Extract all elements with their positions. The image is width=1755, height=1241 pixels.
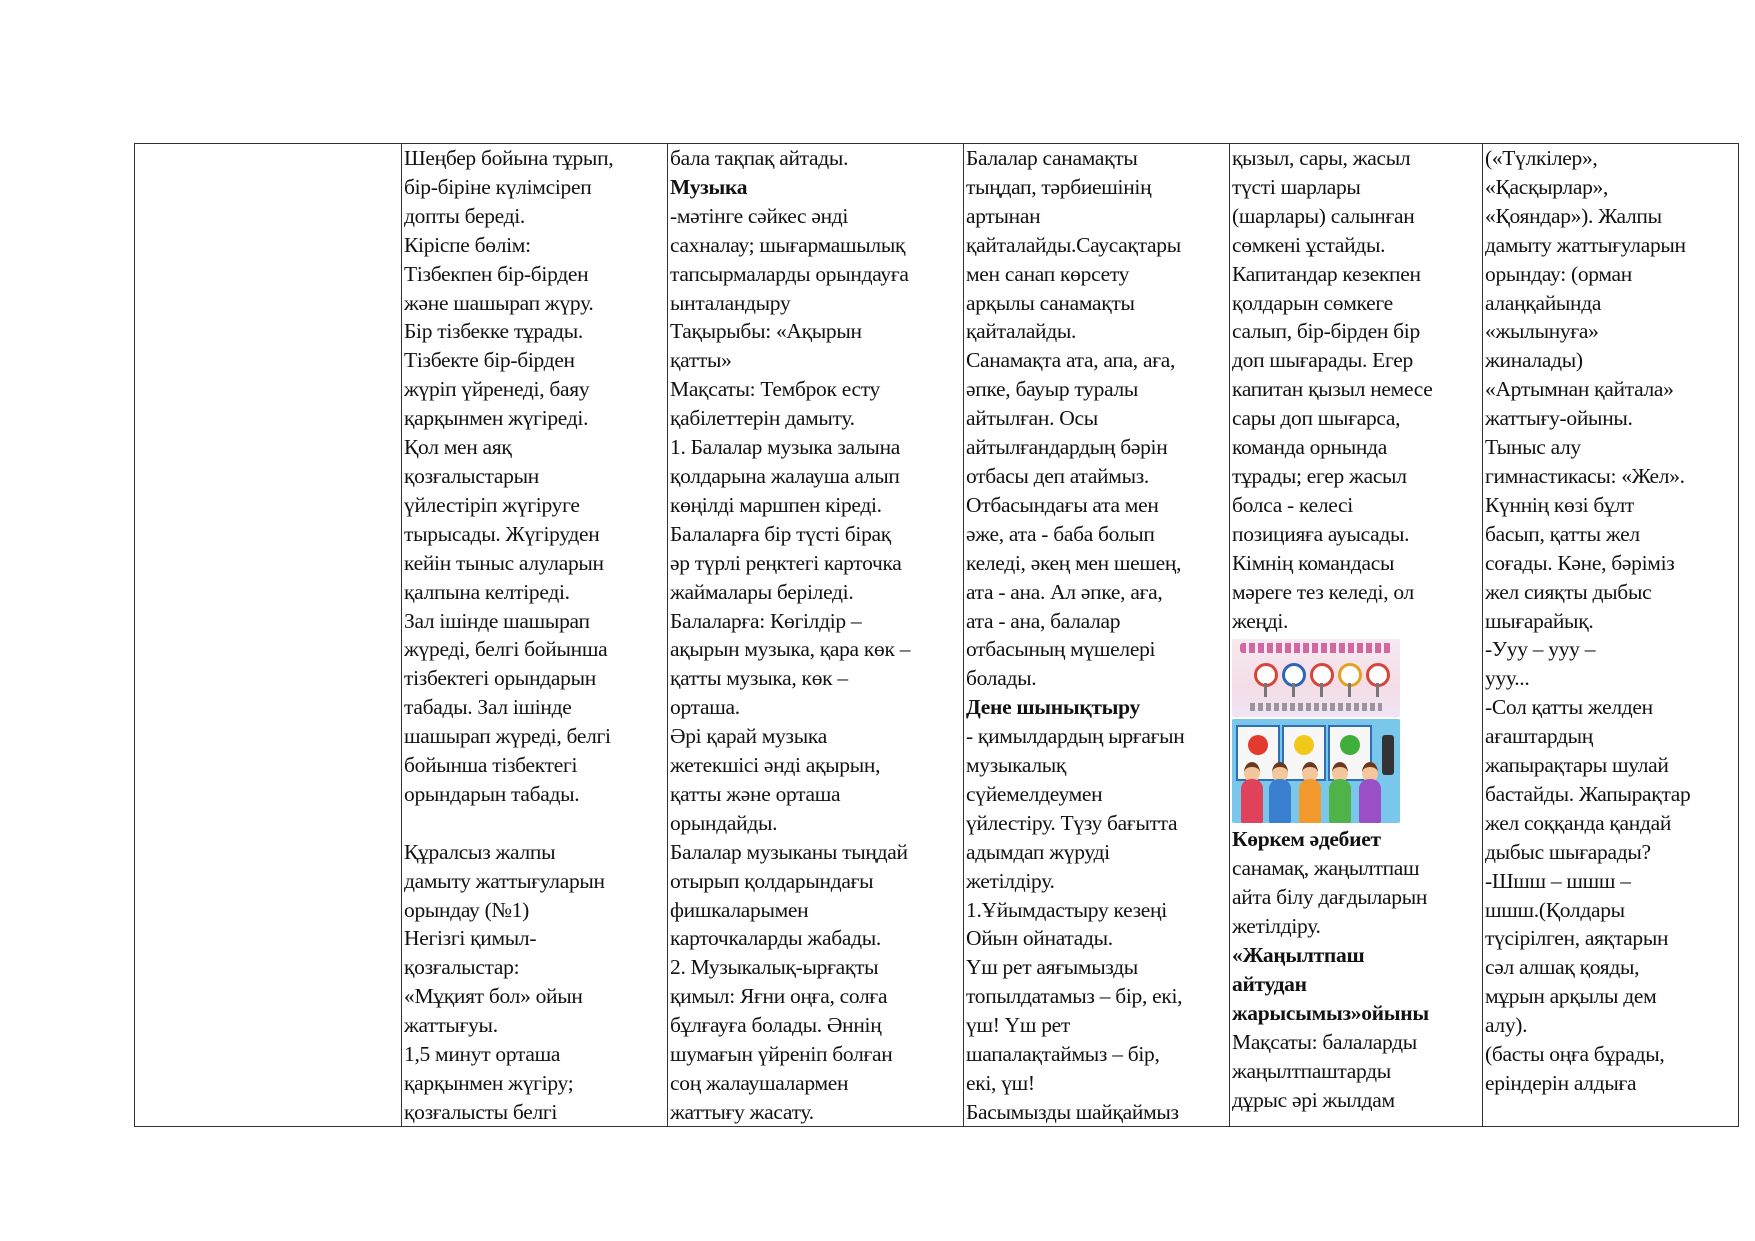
text-line: еріндерін алдыға (1485, 1071, 1637, 1095)
text-line: жүріп үйренеді, баяу (404, 377, 590, 402)
text-line: қарқынмен жүгіреді. (404, 406, 589, 431)
table-cell-counting-physical-education (964, 144, 1230, 1127)
text-line: Санамақта ата, апа, аға, (966, 348, 1176, 373)
text-line: жаймалары беріледі. (670, 579, 854, 604)
text-line: Басымызды шайқаймыз (966, 1099, 1179, 1124)
text-line: фишкаларымен (670, 897, 809, 922)
text-line: қозғалысты белгі (404, 1099, 558, 1124)
text-line: жетілдіру. (1232, 914, 1321, 939)
text-line: топылдатамыз – бір, екі, (966, 984, 1183, 1009)
text-line: Тыныс алу (1485, 435, 1581, 460)
text-line: карточкаларды жабады. (670, 926, 881, 951)
text-line: түсірілген, аяқтарын (1485, 926, 1669, 951)
text-line: тыңдап, тәрбиешінің (966, 174, 1152, 199)
text-line: қайталайды. (966, 319, 1077, 344)
text-line: отбасының мүшелері (966, 637, 1156, 662)
text-line: орташа. (670, 695, 740, 720)
text-line: 2. Музыкалық-ырғақты (670, 955, 879, 980)
text-line: шумағын үйреніп болған (670, 1042, 893, 1067)
text-line: «Қасқырлар», (1485, 174, 1609, 199)
text-line: қайталайды.Саусақтары (966, 232, 1181, 257)
text-line: айтудан (1232, 971, 1307, 996)
text-line: Кіріспе бөлім: (404, 232, 531, 257)
text-line: жиналады) (1485, 348, 1583, 373)
text-line: тұрады; егер жасыл (1232, 463, 1407, 488)
text-line: (шарлары) салынған (1232, 203, 1415, 228)
table-cell-music (668, 144, 964, 1127)
text-line: Тақырыбы: «Ақырын (670, 319, 862, 344)
text-line: Әрі қарай музыка (670, 724, 827, 749)
text-line: музыкалық (966, 753, 1067, 778)
text-line: 1,5 минут орташа (404, 1042, 561, 1067)
text-line: жаттығу-ойыны. (1485, 406, 1633, 431)
text-line: жаттығу жасату. (670, 1099, 814, 1124)
text-line: бойынша тізбектегі (404, 753, 578, 778)
table-cell-activities (402, 144, 668, 1127)
text-line: Қол мен аяқ (404, 435, 512, 460)
text-line: Көркем әдебиет (1232, 827, 1381, 852)
table-row (135, 144, 1739, 1127)
text-line: қозғалыстар: (404, 955, 520, 980)
text-line: сахналау; шығармашылық (670, 232, 906, 257)
text-line: қызыл, сары, жасыл (1232, 146, 1411, 170)
text-line: Ойын ойнатады. (966, 926, 1113, 951)
text-line: Дене шынықтыру (966, 695, 1140, 720)
text-line: тапсырмаларды орындауға (670, 261, 909, 286)
text-line: Капитандар кезекпен (1232, 261, 1421, 286)
text-line: дамыту жаттығуларын (1485, 232, 1686, 257)
text-line: әр түрлі реңктегі карточка (670, 550, 902, 575)
text-line: -Сол қатты желден (1485, 695, 1653, 720)
text-line: сүйемелдеумен (966, 781, 1103, 806)
text-line: тізбектегі орындарын (404, 666, 596, 691)
text-line: Балалар санамақты (966, 146, 1138, 170)
text-line: мен санап көрсету (966, 261, 1130, 286)
text-line: адымдап жүруді (966, 839, 1110, 864)
text-line: айтылғандардың бәрін (966, 435, 1168, 460)
text-line: Балалар музыканы тыңдай (670, 839, 908, 864)
text-line: ынталандыру (670, 290, 791, 315)
text-line: («Түлкілер», (1485, 146, 1598, 170)
text-line: 1. Балалар музыка залына (670, 435, 901, 460)
text-line: үйлестіріп жүгіруге (404, 492, 580, 517)
text-line: соғады. Кәне, бәріміз (1485, 550, 1675, 575)
text-line: Бір тізбекке тұрады. (404, 319, 583, 344)
text-line: және шашырап жүру. (404, 290, 594, 315)
text-line: қозғалыстарын (404, 463, 539, 488)
text-line: екі, үш! (966, 1071, 1035, 1095)
text-line: «Жаңылтпаш (1232, 943, 1365, 968)
text-line: Негізгі қимыл- (404, 926, 537, 951)
text-line: сөмкені ұстайды. (1232, 232, 1386, 257)
text-line: қатты» (670, 348, 732, 373)
text-line: түсті шарлары (1232, 174, 1361, 199)
text-line: Мақсаты: Темброк есту (670, 377, 880, 402)
text-line: арқылы санамақты (966, 290, 1135, 315)
text-line: орындау: (орман (1485, 261, 1632, 286)
text-line: «Қояндар»). Жалпы (1485, 203, 1662, 228)
text-line: көңілді маршпен кіреді. (670, 492, 882, 517)
text-line: әже, ата - баба болып (966, 521, 1155, 546)
text-line: «Артымнан қайтала» (1485, 377, 1674, 402)
text-line: сары доп шығарса, (1232, 406, 1401, 431)
text-line: жарысымыз»ойыны (1232, 1000, 1429, 1025)
table-cell-breathing-gymnastics (1483, 144, 1739, 1127)
text-line: қарқынмен жүгіру; (404, 1070, 574, 1095)
text-line: орындау (№1) (404, 897, 529, 922)
text-line: отырып қолдарындағы (670, 868, 874, 893)
text-line: жеңді. (1232, 608, 1289, 633)
text-line: санамақ, жаңылтпаш (1232, 856, 1420, 881)
text-line: Құралсыз жалпы (404, 839, 556, 864)
text-line: ата - ана. Ал әпке, аға, (966, 579, 1163, 604)
text-line: жаңылтпаштарды (1232, 1058, 1391, 1083)
text-line: әпке, бауыр туралы (966, 377, 1139, 402)
text-line: «жылынуға» (1485, 319, 1599, 344)
text-line: ата - ана, балалар (966, 608, 1121, 633)
text-line: салып, бір-бірден бір (1232, 319, 1420, 344)
text-line: бала тақпақ айтады. (670, 146, 849, 170)
text-line: Шеңбер бойына тұрып, (404, 146, 614, 170)
text-line: орындарын табады. (404, 781, 580, 806)
text-line: басып, қатты жел (1485, 521, 1640, 546)
text-line: қолдарына жалауша алып (670, 463, 900, 488)
road-signs-illustration (1232, 639, 1400, 717)
text-line: қабілеттерін дамыту. (670, 406, 855, 431)
text-line: ағаштардың (1485, 724, 1594, 749)
text-line: жүреді, белгі бойынша (404, 637, 608, 662)
text-line (404, 809, 667, 838)
table-cell-game-literature (1230, 144, 1483, 1127)
text-line: -Ууу – ууу – (1485, 637, 1596, 662)
text-line: допты береді. (404, 203, 526, 228)
text-line: капитан қызыл немесе (1232, 377, 1433, 402)
text-line: жел сияқты дыбыс (1485, 579, 1652, 604)
text-line: шашырап жүреді, белгі (404, 724, 611, 749)
text-line: - қимылдардың ырғағын (966, 724, 1185, 749)
text-line: орындайды. (670, 810, 778, 835)
text-line: қалпына келтіреді. (404, 579, 570, 604)
text-line: гимнастикасы: «Жел». (1485, 463, 1685, 488)
text-line: тырысады. Жүгіруден (404, 521, 600, 546)
table-cell-empty (135, 144, 402, 1127)
text-line: жаттығуы. (404, 1013, 498, 1038)
text-line: мәреге тез келеді, ол (1232, 579, 1414, 604)
text-line: қимыл: Яғни оңға, солға (670, 984, 888, 1009)
text-line: жел соққанда қандай (1485, 810, 1672, 835)
text-line: Үш рет аяғымызды (966, 955, 1138, 980)
text-line: сәл алшақ қояды, (1485, 955, 1640, 980)
text-line: -Шшш – шшш – (1485, 868, 1631, 893)
text-line: -мәтінге сәйкес әнді (670, 203, 849, 228)
text-line: шапалақтаймыз – бір, (966, 1042, 1160, 1067)
text-line: Тізбекте бір-бірден (404, 348, 575, 373)
text-line: ақырын музыка, қара көк – (670, 637, 911, 662)
text-line: қатты және орташа (670, 781, 841, 806)
text-line: үш! Үш рет (966, 1013, 1070, 1038)
text-line: шшш.(Қолдары (1485, 897, 1625, 922)
text-line: Отбасындағы ата мен (966, 492, 1159, 517)
text-line: алу). (1485, 1013, 1528, 1038)
text-line: Балаларға: Көгілдір – (670, 608, 862, 633)
text-line: бұлғауға болады. Әннің (670, 1013, 882, 1038)
text-line: болады. (966, 666, 1037, 691)
text-line: Кімнің командасы (1232, 550, 1395, 575)
text-line: айтылған. Осы (966, 406, 1098, 431)
text-line: Мақсаты: балаларды (1232, 1029, 1417, 1054)
text-line: позицияға ауысады. (1232, 521, 1410, 546)
text-line: Балаларға бір түсті бірақ (670, 521, 891, 546)
text-line: артынан (966, 203, 1041, 228)
text-line: 1.Ұйымдастыру кезеңі (966, 897, 1167, 922)
text-line: дыбыс шығарады? (1485, 839, 1651, 864)
text-line: табады. Зал ішінде (404, 695, 572, 720)
text-line: бастайды. Жапырақтар (1485, 781, 1691, 806)
traffic-light-children-illustration (1232, 719, 1400, 823)
text-line: ууу... (1485, 666, 1530, 691)
lesson-plan-table (134, 143, 1739, 1127)
text-line: (басты оңға бұрады, (1485, 1042, 1665, 1067)
text-line: кейін тыныс алуларын (404, 550, 604, 575)
text-line: қолдарын сөмкеге (1232, 290, 1393, 315)
text-line: шығарайық. (1485, 608, 1594, 633)
text-line: Күннің көзі бұлт (1485, 492, 1635, 517)
text-line: дамыту жаттығуларын (404, 868, 605, 893)
text-line: соң жалаушалармен (670, 1071, 849, 1095)
text-line: «Мұқият бол» ойын (404, 984, 583, 1009)
text-line: жапырақтары шулай (1485, 753, 1669, 778)
text-line: болса - келесі (1232, 492, 1353, 517)
text-line: жетілдіру. (966, 868, 1055, 893)
text-line: алаңқайында (1485, 290, 1602, 315)
text-line: дұрыс әрі жылдам (1232, 1087, 1395, 1112)
text-line: отбасы деп атаймыз. (966, 463, 1149, 488)
text-line: команда орнында (1232, 435, 1387, 460)
text-line: бір-біріне күлімсіреп (404, 174, 592, 199)
text-line: Зал ішінде шашырап (404, 608, 590, 633)
text-line: қатты музыка, көк – (670, 666, 848, 691)
text-line: доп шығарады. Егер (1232, 348, 1413, 373)
text-line: Музыка (670, 174, 748, 199)
text-line: айта білу дағдыларын (1232, 885, 1428, 910)
text-line: мұрын арқылы дем (1485, 984, 1657, 1009)
text-line: жетекшісі әнді ақырын, (670, 753, 881, 778)
text-line: келеді, әкең мен шешең, (966, 550, 1182, 575)
text-line: Тізбекпен бір-бірден (404, 261, 589, 286)
text-line: үйлестіру. Түзу бағытта (966, 810, 1178, 835)
